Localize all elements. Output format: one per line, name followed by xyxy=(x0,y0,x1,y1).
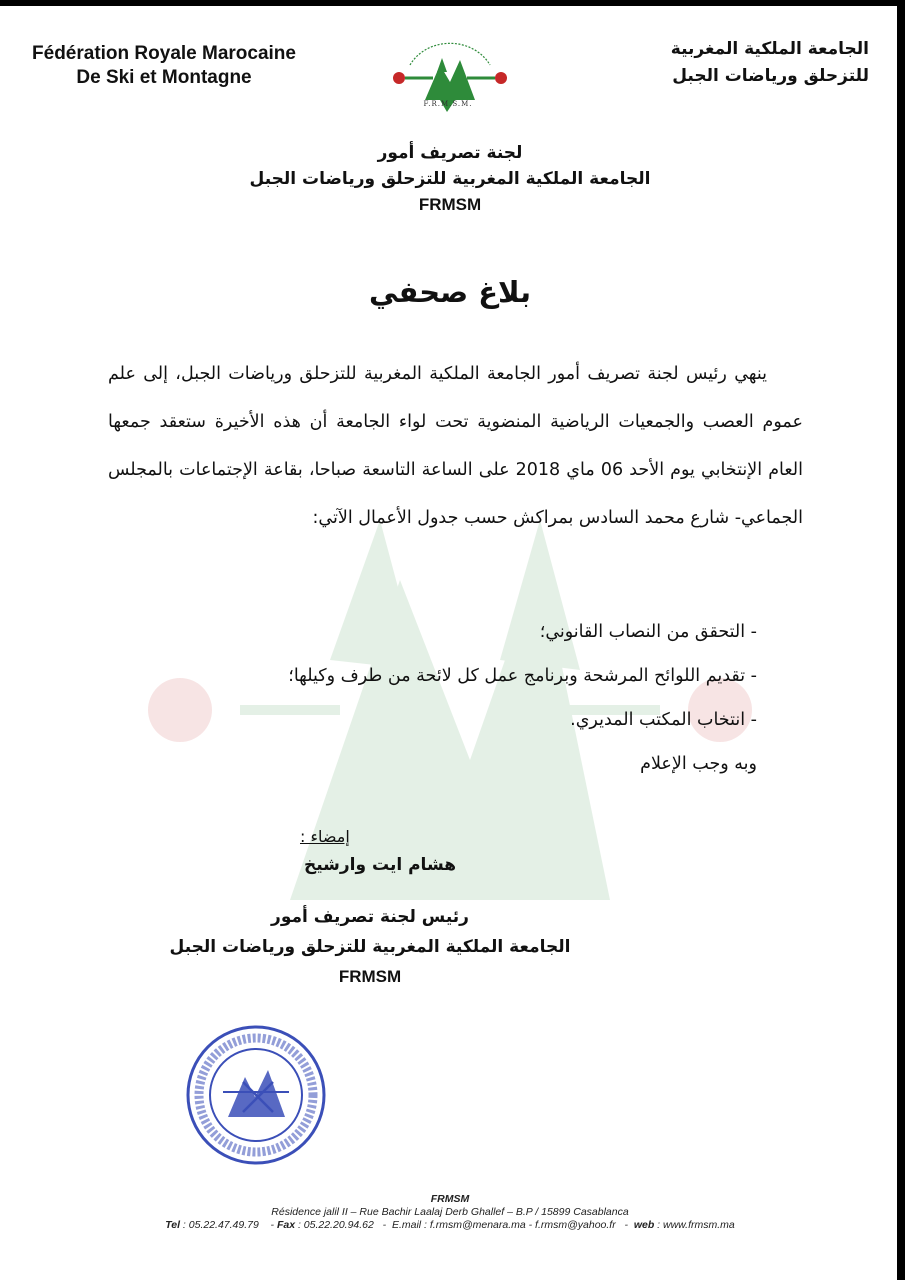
page-top-border xyxy=(0,0,905,6)
committee-line2: الجامعة الملكية المغربية للتزحلق ورياضات الجبل xyxy=(249,169,651,189)
signatory-title-line2: الجامعة الملكية المغربية للتزحلق ورياضات الجبل xyxy=(169,937,571,957)
header-arabic xyxy=(609,36,869,90)
footer-web-label: web xyxy=(633,1219,655,1231)
footer xyxy=(40,1193,860,1232)
header-french xyxy=(14,42,314,90)
agenda-list xyxy=(157,610,757,786)
header-arabic-line1: الجامعة الملكية المغربية xyxy=(670,39,869,59)
signature-label: إمضاء : xyxy=(300,827,350,846)
document-title: بلاغ صحفي xyxy=(369,275,531,309)
agenda-item: - انتخاب المكتب المديري. xyxy=(570,710,757,730)
committee-line3: FRMSM xyxy=(418,195,482,214)
agenda-item: - التحقق من النصاب القانوني؛ xyxy=(539,622,757,642)
footer-fax: : 05.22.20.94.62 xyxy=(295,1219,374,1231)
footer-tel-label: Tel xyxy=(165,1219,181,1231)
header-french-line1: Fédération Royale Marocaine xyxy=(32,43,296,64)
footer-address: Résidence jalil II – Rue Bachir Laalaj Derb Ghallef – B.P / 15899 Casablanca xyxy=(271,1206,629,1218)
footer-fax-label: Fax xyxy=(276,1219,296,1231)
body-paragraph: ينهي رئيس لجنة تصريف أمور الجامعة الملكية المغربية للتزحلق ورياضات الجبل، إلى علم عموم العصب والجمعيات الرياضية المنضوية تحت لواء الجامعة أن هذه الأخيرة ستعقد جمعها العام الإنتخابي يوم الأحد 06 ماي 2018 على الساعة التاسعة صباحا، بقاعة الإجتماعات بالمجلس الجماعي- شارع محمد السادس بمراكش حسب جدول الأعمال الآتي: xyxy=(108,364,804,528)
signatory-name: هشام ايت وارشيخ xyxy=(303,855,457,875)
committee-heading xyxy=(150,140,750,218)
header-french-line2: De Ski et Montagne xyxy=(76,67,252,88)
official-stamp xyxy=(183,1022,329,1168)
logo-caption: F.R.M.S.M. xyxy=(423,100,473,108)
footer-contacts: Tel : 05.22.47.49.79 - Fax : 05.22.20.94.62 - E.mail : f.rmsm@menara.ma - f.rmsm@yahoo.fr - web : www.frmsm.ma xyxy=(165,1219,735,1231)
committee-line1: لجنة تصريف أمور xyxy=(377,143,523,163)
footer-org: FRMSM xyxy=(430,1193,470,1205)
page-right-border xyxy=(897,0,905,1280)
signatory-title-line3: FRMSM xyxy=(338,967,402,986)
closing-line: وبه وجب الإعلام xyxy=(640,754,757,774)
footer-tel: : 05.22.47.49.79 xyxy=(180,1219,259,1231)
header-arabic-line2: للتزحلق ورياضات الجبل xyxy=(672,66,869,86)
footer-web: : www.frmsm.ma xyxy=(654,1219,735,1231)
agenda-item: - تقديم اللوائح المرشحة وبرنامج عمل كل لائحة من طرف وكيلها؛ xyxy=(288,666,757,686)
signatory-title-line1: رئيس لجنة تصريف أمور xyxy=(271,907,469,927)
footer-email: E.mail : f.rmsm@menara.ma - f.rmsm@yahoo.fr xyxy=(391,1219,616,1231)
signatory-title xyxy=(130,902,610,992)
